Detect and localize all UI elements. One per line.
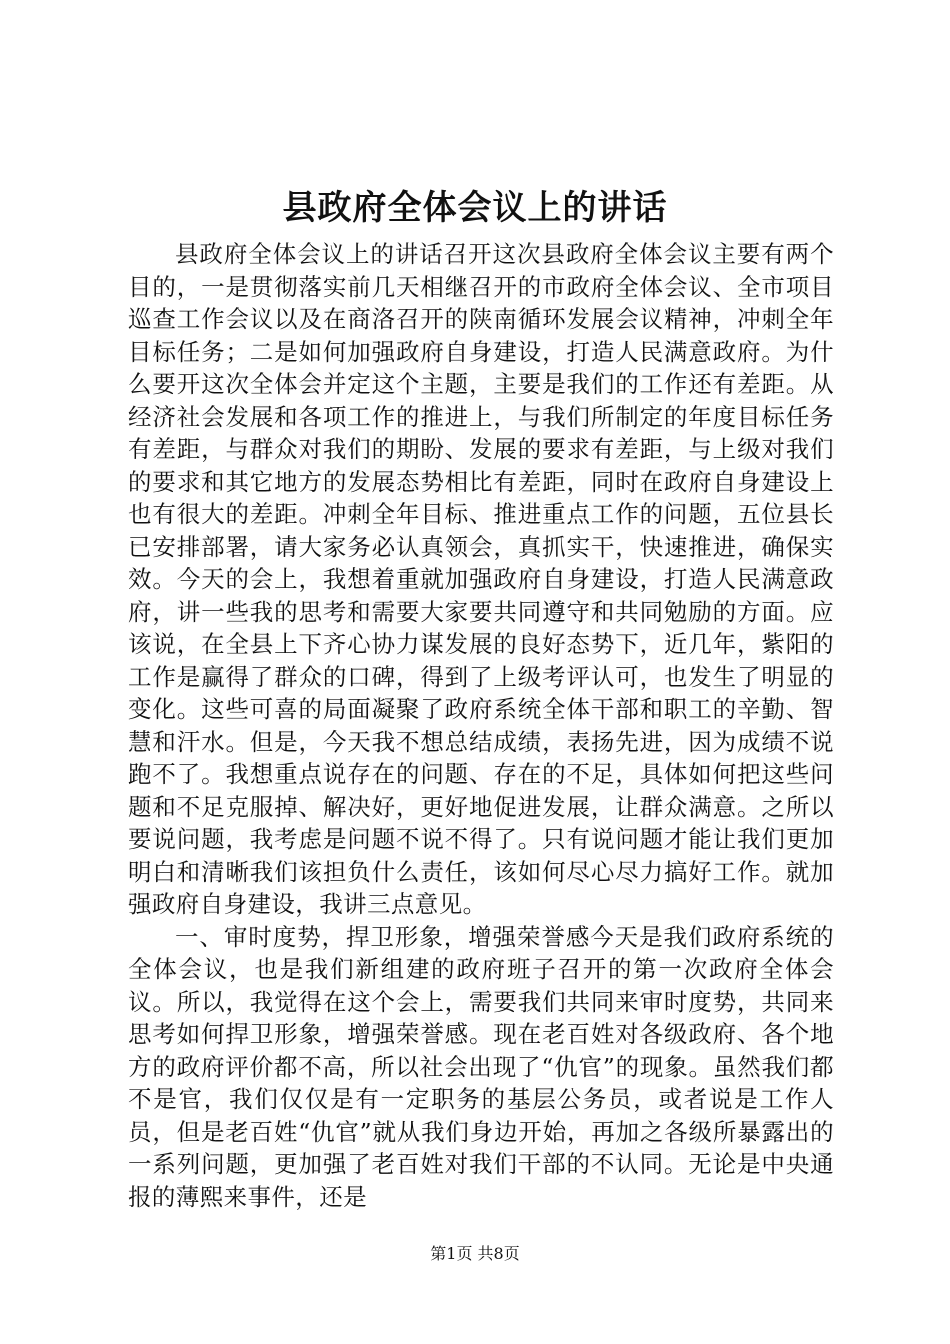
document-body [128,238,834,1213]
document-title: 县政府全体会议上的讲话 [282,188,668,228]
paragraph-2: 一、审时度势，捍卫形象，增强荣誉感今天是我们政府系统的全体会议，也是我们新组建的政府班子召开的第一次政府全体会议。所以，我觉得在这个会上，需要我们共同来审时度势，共同来思考如何捍卫形象，增强荣誉感。现在老百姓对各级政府、各个地方的政府评价都不高，所以社会出现了“仇官”的现象。虽然我们都不是官，我们仅仅是有一定职务的基层公务员，或者说是工作人员，但是老百姓“仇官”就从我们身边开始，再加之各级所暴露出的一系列问题，更加强了老百姓对我们干部的不认同。无论是中央通报的薄熙来事件，还是 [128,922,834,1211]
page-indicator: 第1页 共8页 [430,1244,520,1263]
page-footer [0,1243,950,1265]
paragraph-1: 县政府全体会议上的讲话召开这次县政府全体会议主要有两个目的，一是贯彻落实前几天相继召开的市政府全体会议、全市项目巡查工作会议以及在商洛召开的陕南循环发展会议精神，冲刺全年目标任务；二是如何加强政府自身建设，打造人民满意政府。为什么要开这次全体会并定这个主题，主要是我们的工作还有差距。从经济社会发展和各项工作的推进上，与我们所制定的年度目标任务有差距，与群众对我们的期盼、发展的要求有差距，与上级对我们的要求和其它地方的发展态势相比有差距，同时在政府自身建设上也有很大的差距。冲刺全年目标、推进重点工作的问题，五位县长已安排部署，请大家务必认真领会，真抓实干，快速推进，确保实效。今天的会上，我想着重就加强政府自身建设，打造人民满意政府，讲一些我的思考和需要大家要共同遵守和共同勉励的方面。应该说，在全县上下齐心协力谋发展的良好态势下，近几年，紫阳的工作是赢得了群众的口碑，得到了上级考评认可，也发生了明显的变化。这些可喜的局面凝聚了政府系统全体干部和职工的辛勤、智慧和汗水。但是，今天我不想总结成绩，表扬先进，因为成绩不说跑不了。我想重点说存在的问题、存在的不足，具体如何把这些问题和不足克服掉、解决好，更好地促进发展，让群众满意。之所以要说问题，我考虑是问题不说不得了。只有说问题才能让我们更加明白和清晰我们该担负什么责任，该如何尽心尽力搞好工作。就加强政府自身建设，我讲三点意见。 [128,240,834,918]
